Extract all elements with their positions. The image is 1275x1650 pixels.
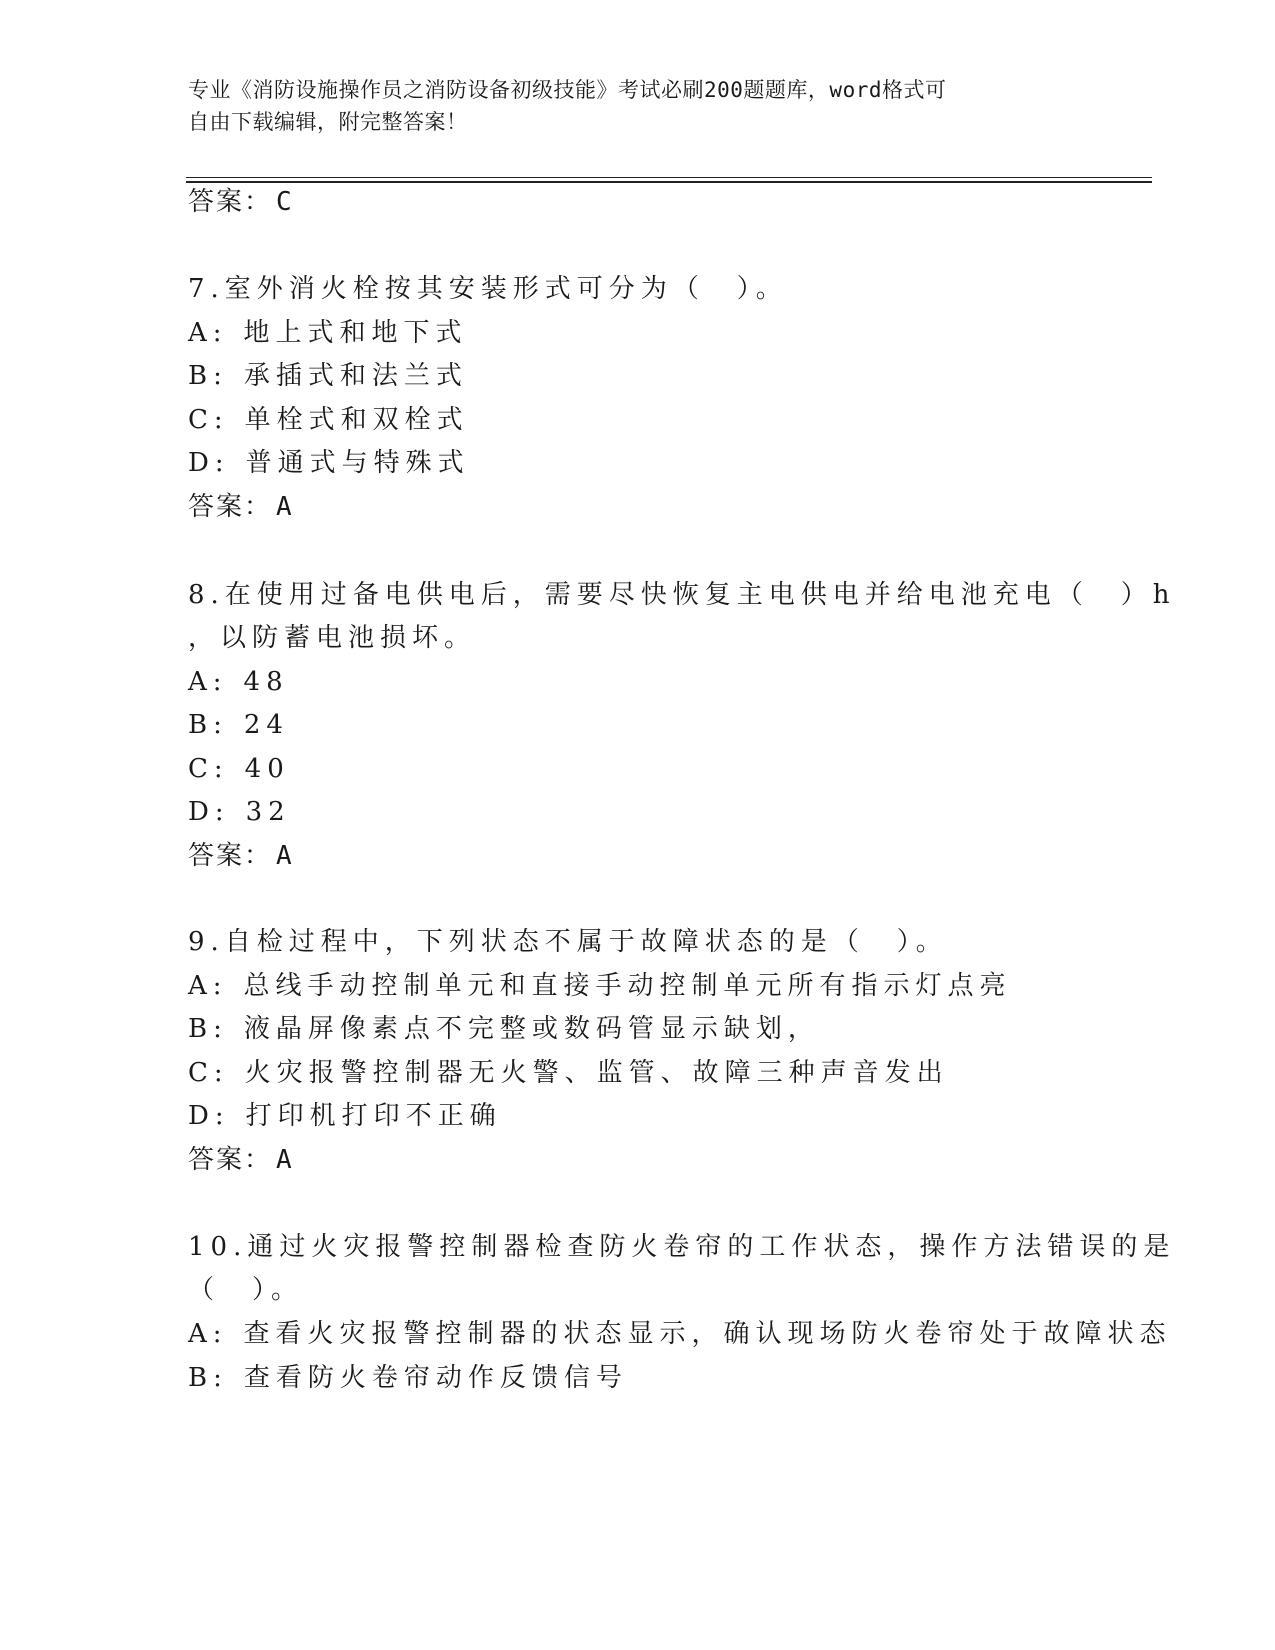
option-c [188, 753, 290, 785]
question-stem: 8.在使用过备电供电后，需要尽快恢复主电供电并给电池充电（ ）h [188, 580, 1176, 610]
option-letter: D: [188, 1101, 230, 1131]
option-c [188, 404, 469, 436]
option-a [188, 666, 289, 698]
option-a [188, 1318, 1172, 1350]
option-text: 液晶屏像素点不完整或数码管显示缺划， [243, 1014, 820, 1044]
answer-label: 答案： [188, 187, 273, 217]
answer-value: A [276, 841, 294, 871]
option-text: 火灾报警控制器无火警、监管、故障三种声音发出 [244, 1058, 949, 1088]
option-b [188, 1013, 820, 1045]
option-text: 查看火灾报警控制器的状态显示，确认现场防火卷帘处于故障状态 [243, 1319, 1172, 1349]
option-text: 承插式和法兰式 [243, 361, 468, 391]
option-c [188, 1057, 949, 1089]
option-letter: C: [188, 754, 229, 784]
header-divider-thick [186, 181, 1152, 183]
option-text: 查看防火卷帘动作反馈信号 [243, 1363, 628, 1393]
option-letter: D: [188, 448, 230, 478]
option-text: 40 [244, 754, 290, 784]
question-stem: 9.自检过程中，下列状态不属于故障状态的是（ ）。 [188, 927, 948, 957]
question-stem-continued: （ ）。 [188, 1275, 304, 1305]
option-text: 打印机打印不正确 [245, 1101, 502, 1131]
option-b [188, 1362, 628, 1394]
option-a [188, 970, 1012, 1002]
answer-label: 答案： [188, 841, 273, 871]
option-text: 24 [243, 710, 289, 740]
option-d [188, 796, 291, 828]
question-stem-continued: ，以防蓄电池损坏。 [188, 623, 477, 653]
question-answer [188, 840, 294, 872]
answer-value: A [276, 1145, 294, 1175]
option-letter: A: [188, 667, 228, 697]
option-letter: A: [188, 318, 228, 348]
answer-label: 答案： [188, 492, 273, 522]
question-stem: 10.通过火灾报警控制器检查防火卷帘的工作状态，操作方法错误的是 [188, 1232, 1176, 1262]
option-letter: B: [188, 1014, 228, 1044]
option-letter: B: [188, 710, 228, 740]
option-letter: A: [188, 971, 228, 1001]
option-a [188, 317, 468, 349]
document-header [188, 74, 1068, 138]
option-letter: A: [188, 1319, 228, 1349]
option-text: 48 [243, 667, 289, 697]
option-d [188, 447, 470, 479]
option-letter: B: [188, 361, 228, 391]
option-letter: C: [188, 1058, 229, 1088]
option-b [188, 709, 289, 741]
previous-answer [188, 186, 294, 218]
option-text: 单栓式和双栓式 [244, 405, 469, 435]
header-line-1: 专业《消防设施操作员之消防设备初级技能》考试必刷200题题库，word格式可 [188, 78, 947, 102]
option-d [188, 1100, 502, 1132]
option-text: 总线手动控制单元和直接手动控制单元所有指示灯点亮 [243, 971, 1012, 1001]
option-text: 32 [245, 797, 291, 827]
question-stem: 7.室外消火栓按其安装形式可分为（ ）。 [188, 274, 788, 304]
header-divider-thin [186, 177, 1152, 178]
answer-label: 答案： [188, 1145, 273, 1175]
answer-value: A [276, 492, 294, 522]
option-letter: B: [188, 1363, 228, 1393]
option-letter: C: [188, 405, 229, 435]
question-answer [188, 491, 294, 523]
option-text: 普通式与特殊式 [245, 448, 470, 478]
option-b [188, 360, 468, 392]
answer-value: C [276, 187, 294, 217]
option-text: 地上式和地下式 [243, 318, 468, 348]
option-letter: D: [188, 797, 230, 827]
header-line-2: 自由下载编辑，附完整答案！ [188, 110, 468, 134]
question-answer [188, 1144, 294, 1176]
